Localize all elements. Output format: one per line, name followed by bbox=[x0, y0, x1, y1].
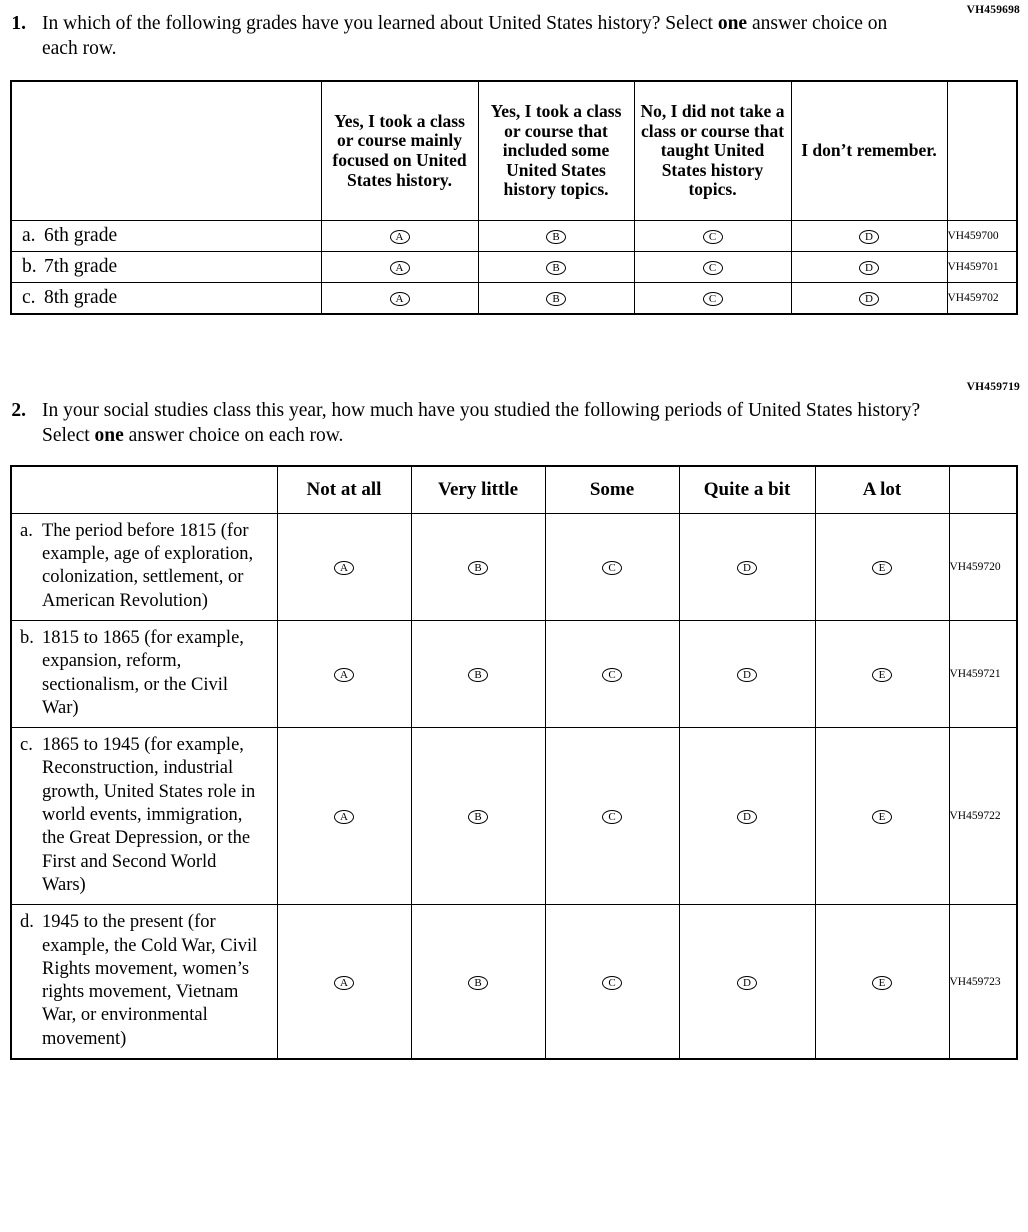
q1-row-a-option-a[interactable] bbox=[321, 220, 478, 251]
question-1-column-header-3: No, I did not take a class or course that taught United States history topics. bbox=[634, 81, 791, 221]
question-2-row-b-label bbox=[11, 621, 277, 728]
bubble-a[interactable]: A bbox=[390, 261, 410, 275]
q2-row-c-option-e[interactable] bbox=[815, 728, 949, 905]
question-2-corner-cell bbox=[11, 466, 277, 514]
question-block-1 bbox=[0, 0, 1028, 315]
question-2-number: 2. bbox=[11, 399, 26, 421]
q1-row-b-option-d[interactable] bbox=[791, 251, 947, 282]
q1-row-b-option-c[interactable] bbox=[634, 251, 791, 282]
row-text: 7th grade bbox=[44, 255, 118, 277]
bubble-d[interactable]: D bbox=[859, 230, 879, 244]
question-1-text-part-a: In which of the following grades have you learned about United States history? Select bbox=[42, 13, 718, 34]
question-2-row-d-label bbox=[11, 905, 277, 1059]
question-2-item-code: VH459719 bbox=[966, 380, 1020, 393]
bubble-a[interactable]: A bbox=[334, 810, 354, 824]
row-letter: c. bbox=[20, 735, 33, 756]
q2-row-d-option-c[interactable] bbox=[545, 905, 679, 1059]
q2-row-a-option-d[interactable] bbox=[679, 513, 815, 620]
bubble-b[interactable]: B bbox=[468, 976, 488, 990]
question-1-text-part-c: answer choice on each row. bbox=[42, 13, 888, 59]
question-2-matrix bbox=[10, 465, 1018, 1060]
question-1-matrix bbox=[10, 80, 1018, 315]
question-1-row-c-label bbox=[11, 282, 321, 314]
bubble-b[interactable]: B bbox=[546, 230, 566, 244]
question-2-column-header-3: Some bbox=[545, 466, 679, 514]
question-1-header bbox=[0, 0, 1028, 62]
bubble-a[interactable]: A bbox=[390, 292, 410, 306]
q2-row-c-option-c[interactable] bbox=[545, 728, 679, 905]
question-1-row-b-label bbox=[11, 251, 321, 282]
row-letter: b. bbox=[22, 255, 37, 277]
q2-row-a-option-c[interactable] bbox=[545, 513, 679, 620]
row-text: 1815 to 1865 (for example, expansion, reform, sectionalism, or the Civil War) bbox=[42, 628, 244, 718]
q1-row-c-code: VH459702 bbox=[947, 282, 1017, 314]
q2-row-b-option-b[interactable] bbox=[411, 621, 545, 728]
bubble-e[interactable]: E bbox=[872, 810, 892, 824]
question-1-header-row bbox=[11, 81, 1017, 221]
q1-row-a-code: VH459700 bbox=[947, 220, 1017, 251]
bubble-a[interactable]: A bbox=[334, 561, 354, 575]
q1-row-c-option-d[interactable] bbox=[791, 282, 947, 314]
question-block-2 bbox=[0, 381, 1028, 1060]
table-row bbox=[11, 251, 1017, 282]
bubble-e[interactable]: E bbox=[872, 668, 892, 682]
q2-row-a-code: VH459720 bbox=[949, 513, 1017, 620]
q2-row-b-option-c[interactable] bbox=[545, 621, 679, 728]
q1-row-a-option-c[interactable] bbox=[634, 220, 791, 251]
row-text: 8th grade bbox=[44, 286, 118, 308]
q1-row-b-option-a[interactable] bbox=[321, 251, 478, 282]
bubble-c[interactable]: C bbox=[703, 261, 723, 275]
question-1-column-header-1: Yes, I took a class or course mainly focused on United States history. bbox=[321, 81, 478, 221]
bubble-e[interactable]: E bbox=[872, 976, 892, 990]
question-2-text-part-a: In your social studies class this year, how much have you studied the following periods of United States history? Select bbox=[42, 399, 921, 446]
row-text: 1865 to 1945 (for example, Reconstruction, industrial growth, United States role in world events, immigration, the Great Depression, or the First and Second World Wars) bbox=[42, 735, 256, 895]
q1-row-c-option-b[interactable] bbox=[478, 282, 634, 314]
q2-row-b-code: VH459721 bbox=[949, 621, 1017, 728]
bubble-d[interactable]: D bbox=[737, 976, 757, 990]
q2-row-d-option-b[interactable] bbox=[411, 905, 545, 1059]
bubble-c[interactable]: C bbox=[602, 976, 622, 990]
table-row bbox=[11, 513, 1017, 620]
bubble-a[interactable]: A bbox=[334, 668, 354, 682]
bubble-c[interactable]: C bbox=[602, 668, 622, 682]
table-row bbox=[11, 728, 1017, 905]
q2-row-b-option-a[interactable] bbox=[277, 621, 411, 728]
question-1-column-header-2: Yes, I took a class or course that included some United States history topics. bbox=[478, 81, 634, 221]
bubble-b[interactable]: B bbox=[468, 810, 488, 824]
bubble-d[interactable]: D bbox=[737, 668, 757, 682]
question-2-row-c-label bbox=[11, 728, 277, 905]
row-letter: c. bbox=[22, 286, 36, 308]
row-letter: b. bbox=[20, 628, 34, 648]
question-2-column-header-2: Very little bbox=[411, 466, 545, 514]
bubble-c[interactable]: C bbox=[602, 561, 622, 575]
question-1-corner-cell bbox=[11, 81, 321, 221]
q2-row-d-option-e[interactable] bbox=[815, 905, 949, 1059]
q2-row-c-option-d[interactable] bbox=[679, 728, 815, 905]
question-2-text-emphasis: one bbox=[94, 424, 124, 446]
q2-row-c-option-a[interactable] bbox=[277, 728, 411, 905]
question-1-text-emphasis: one bbox=[717, 13, 748, 34]
question-2-header bbox=[0, 381, 1028, 449]
q1-row-c-option-a[interactable] bbox=[321, 282, 478, 314]
question-2-text bbox=[42, 399, 922, 449]
question-1-column-header-4: I don’t remember. bbox=[791, 81, 947, 221]
bubble-d[interactable]: D bbox=[859, 292, 879, 306]
bubble-d[interactable]: D bbox=[859, 261, 879, 275]
q2-row-c-option-b[interactable] bbox=[411, 728, 545, 905]
row-text: 6th grade bbox=[44, 224, 118, 246]
q2-row-c-code: VH459722 bbox=[949, 728, 1017, 905]
question-2-column-header-5: A lot bbox=[815, 466, 949, 514]
bubble-a[interactable]: A bbox=[390, 230, 410, 244]
section-spacer bbox=[0, 315, 1028, 381]
question-2-header-row bbox=[11, 466, 1017, 514]
q2-row-b-option-e[interactable] bbox=[815, 621, 949, 728]
q2-row-d-option-a[interactable] bbox=[277, 905, 411, 1059]
question-2-column-header-4: Quite a bit bbox=[679, 466, 815, 514]
bubble-b[interactable]: B bbox=[546, 292, 566, 306]
row-letter: d. bbox=[20, 912, 34, 933]
question-1-text bbox=[42, 12, 922, 62]
question-1-item-code: VH459698 bbox=[966, 4, 1020, 16]
question-1-number: 1. bbox=[11, 13, 26, 34]
q2-row-d-option-d[interactable] bbox=[679, 905, 815, 1059]
bubble-b[interactable]: B bbox=[468, 561, 488, 575]
row-letter: a. bbox=[20, 520, 33, 541]
bubble-d[interactable]: D bbox=[737, 561, 757, 575]
q2-row-a-option-e[interactable] bbox=[815, 513, 949, 620]
q1-row-b-code: VH459701 bbox=[947, 251, 1017, 282]
q1-row-a-option-d[interactable] bbox=[791, 220, 947, 251]
q2-row-a-option-a[interactable] bbox=[277, 513, 411, 620]
q1-row-a-option-b[interactable] bbox=[478, 220, 634, 251]
bubble-d[interactable]: D bbox=[737, 810, 757, 824]
q1-row-b-option-b[interactable] bbox=[478, 251, 634, 282]
bubble-c[interactable]: C bbox=[602, 810, 622, 824]
question-1-row-a-label bbox=[11, 220, 321, 251]
row-letter: a. bbox=[22, 224, 36, 246]
q2-row-b-option-d[interactable] bbox=[679, 621, 815, 728]
table-row bbox=[11, 621, 1017, 728]
bubble-b[interactable]: B bbox=[546, 261, 566, 275]
question-2-text-part-c: answer choice on each row. bbox=[123, 424, 344, 446]
q2-row-d-code: VH459723 bbox=[949, 905, 1017, 1059]
question-1-code-column-header bbox=[947, 81, 1017, 221]
bubble-a[interactable]: A bbox=[334, 976, 354, 990]
question-2-column-header-1: Not at all bbox=[277, 466, 411, 514]
question-2-code-column-header bbox=[949, 466, 1017, 514]
question-2-row-a-label bbox=[11, 513, 277, 620]
table-row bbox=[11, 220, 1017, 251]
q1-row-c-option-c[interactable] bbox=[634, 282, 791, 314]
table-row bbox=[11, 282, 1017, 314]
row-text: 1945 to the present (for example, the Cold War, Civil Rights movement, women’s rights movement, Vietnam War, or environmental movement) bbox=[42, 912, 258, 1049]
bubble-c[interactable]: C bbox=[703, 292, 723, 306]
q2-row-a-option-b[interactable] bbox=[411, 513, 545, 620]
table-row bbox=[11, 905, 1017, 1059]
row-text: The period before 1815 (for example, age of exploration, colonization, settlement, or American Revolution) bbox=[42, 520, 254, 611]
bubble-b[interactable]: B bbox=[468, 668, 488, 682]
bubble-e[interactable]: E bbox=[872, 561, 892, 575]
bubble-c[interactable]: C bbox=[703, 230, 723, 244]
